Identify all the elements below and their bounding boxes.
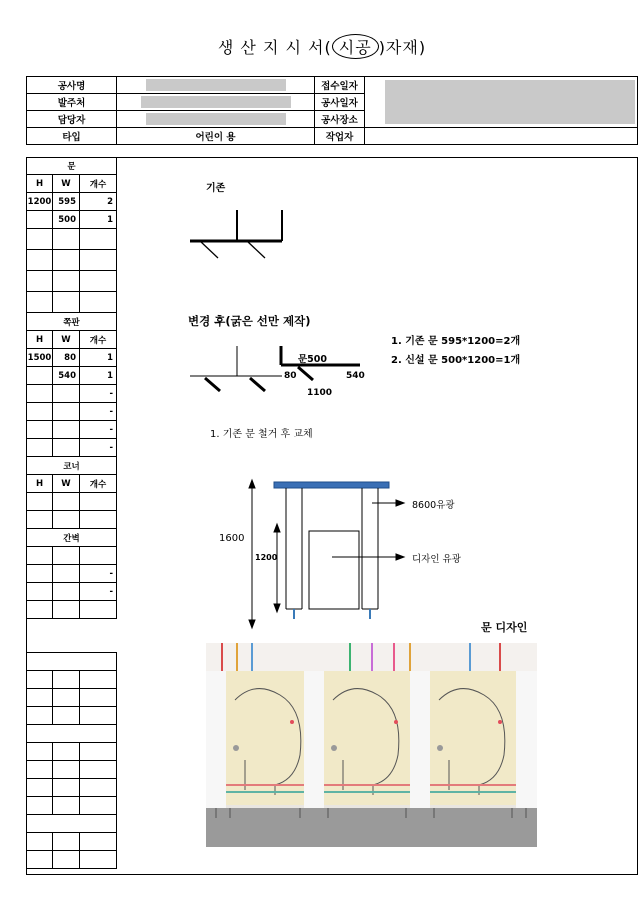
col-w: W bbox=[53, 475, 80, 493]
door-design-photo bbox=[206, 643, 537, 847]
col-w: W bbox=[53, 331, 80, 349]
dim-540-label: 540 bbox=[346, 371, 365, 381]
door-design-label: 문 디자인 bbox=[481, 621, 528, 634]
dim-1100-label: 1100 bbox=[307, 388, 333, 398]
header-label: 공사일자 bbox=[315, 94, 365, 111]
title-suffix: )자재) bbox=[378, 38, 427, 57]
header-value: 어린이 용 bbox=[117, 128, 315, 145]
note-3: 1. 기존 문 철거 후 교체 bbox=[210, 429, 313, 440]
col-h: H bbox=[27, 175, 53, 193]
col-w: W bbox=[53, 175, 80, 193]
cell: - bbox=[80, 385, 117, 403]
cell: 1200 bbox=[27, 193, 53, 211]
existing-label: 기존 bbox=[206, 183, 226, 194]
cell: 1 bbox=[80, 211, 117, 229]
door-section-title: 문 bbox=[27, 158, 117, 175]
elev-1600-label: 1600 bbox=[219, 533, 245, 544]
elev-design-label: 디자인 유광 bbox=[412, 554, 461, 565]
cell: - bbox=[80, 439, 117, 457]
corner-section-title: 코너 bbox=[27, 457, 117, 475]
cell: 1500 bbox=[27, 349, 53, 367]
header-label: 공사명 bbox=[27, 77, 117, 94]
header-label: 작업자 bbox=[315, 128, 365, 145]
cell: - bbox=[80, 565, 117, 583]
after-label: 변경 후(굵은 선만 제작) bbox=[188, 314, 311, 328]
col-qty: 개수 bbox=[80, 175, 117, 193]
dim-80-label: 80 bbox=[284, 371, 297, 381]
col-h: H bbox=[27, 475, 53, 493]
header-label: 담당자 bbox=[27, 111, 117, 128]
cell: - bbox=[80, 583, 117, 601]
note-2: 2. 신설 문 500*1200=1개 bbox=[391, 355, 521, 366]
cell: 500 bbox=[53, 211, 80, 229]
elev-8600-label: 8600유광 bbox=[412, 500, 455, 511]
cell: 1 bbox=[80, 349, 117, 367]
elevation-top-rail bbox=[274, 482, 389, 488]
side-section-title: 쪽판 bbox=[27, 313, 117, 331]
title-circled: 시공 bbox=[332, 34, 379, 59]
cell: - bbox=[80, 421, 117, 439]
cell: 2 bbox=[80, 193, 117, 211]
cell: 1 bbox=[80, 367, 117, 385]
after-plan bbox=[190, 346, 360, 391]
col-h: H bbox=[27, 331, 53, 349]
cell: 80 bbox=[53, 349, 80, 367]
cell: 540 bbox=[53, 367, 80, 385]
header-label: 발주처 bbox=[27, 94, 117, 111]
cell: - bbox=[80, 403, 117, 421]
header-label: 공사장소 bbox=[315, 111, 365, 128]
col-qty: 개수 bbox=[80, 331, 117, 349]
note-1: 1. 기존 문 595*1200=2개 bbox=[391, 336, 521, 347]
col-qty: 개수 bbox=[80, 475, 117, 493]
title-text: 생 산 지 시 서( bbox=[217, 38, 332, 57]
cell: 595 bbox=[53, 193, 80, 211]
partition-section-title: 간벽 bbox=[27, 529, 117, 547]
header-label: 타입 bbox=[27, 128, 117, 145]
elev-1200-label: 1200 bbox=[255, 553, 278, 562]
dim-door-label: 문500 bbox=[298, 354, 328, 365]
existing-plan bbox=[190, 210, 282, 258]
header-label: 접수일자 bbox=[315, 77, 365, 94]
